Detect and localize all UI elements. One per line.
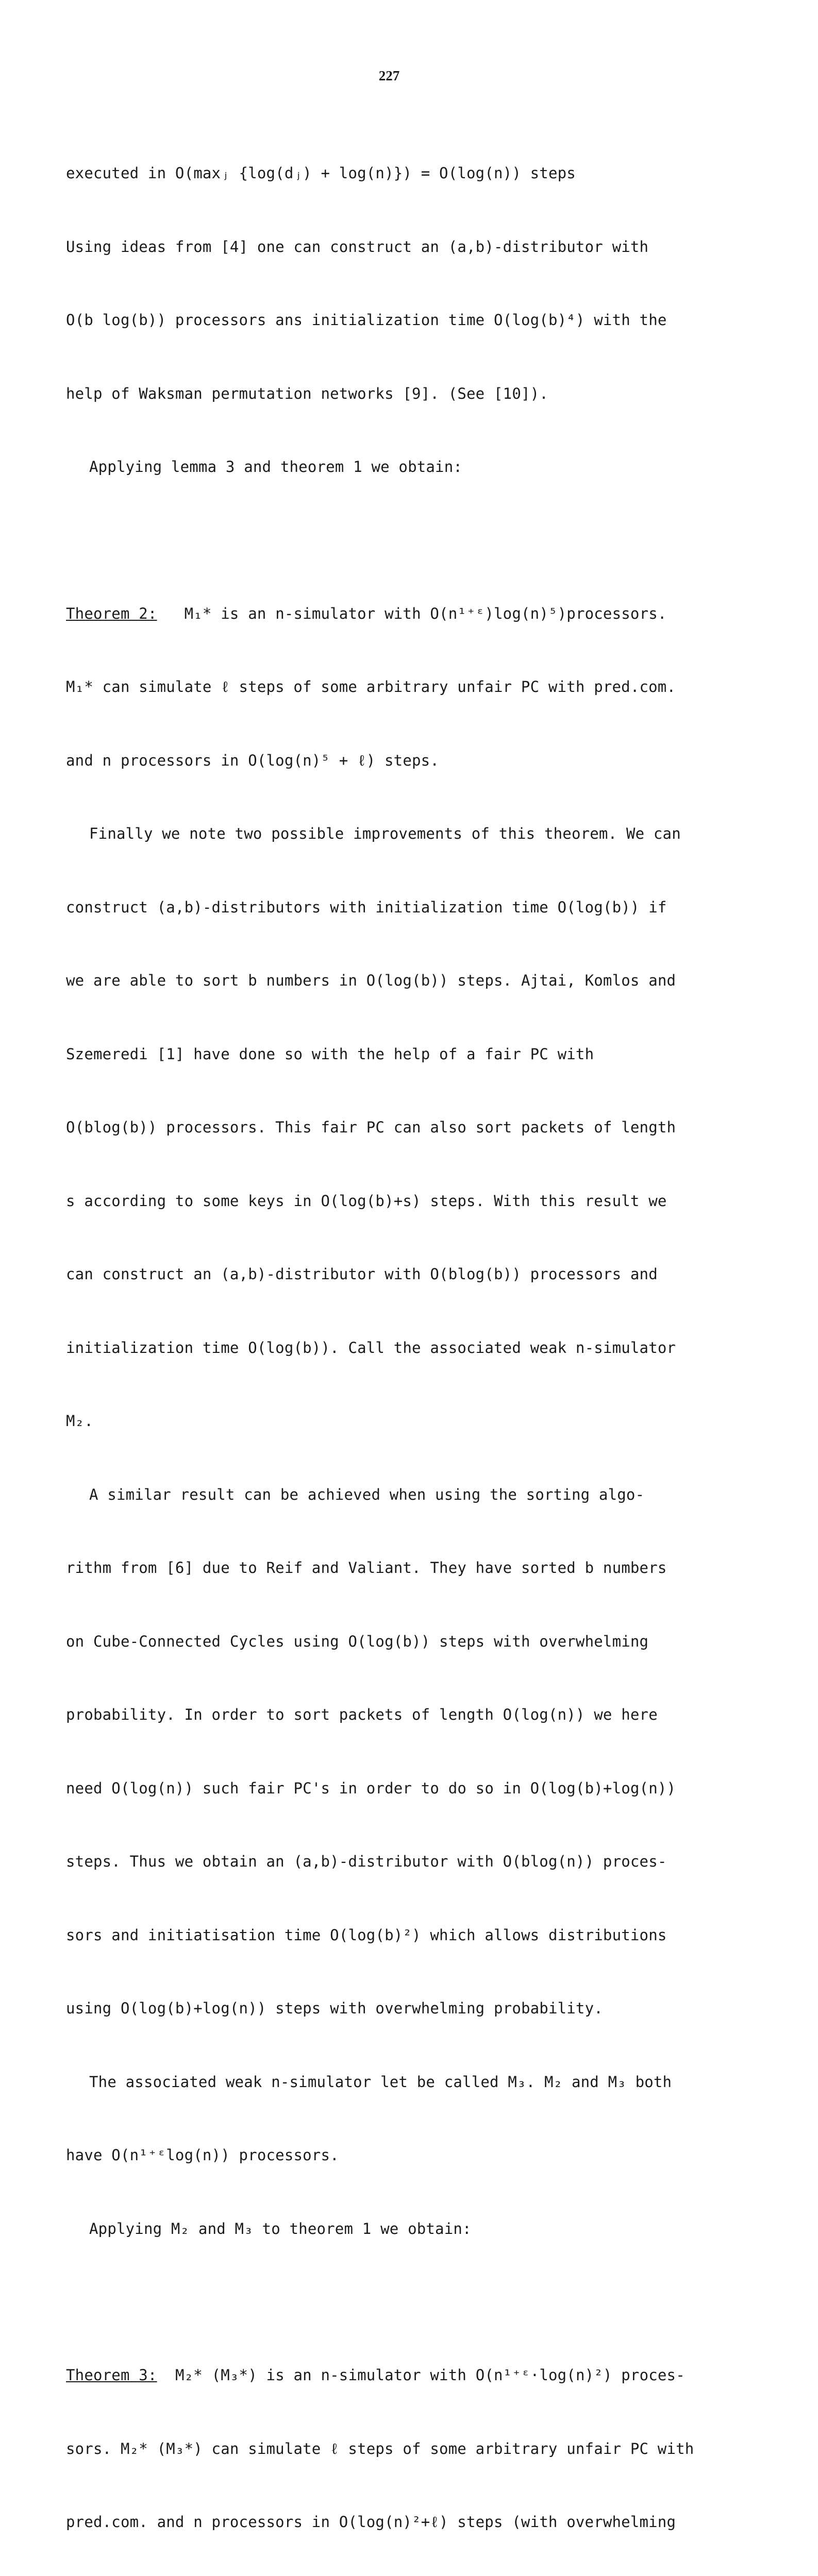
text-line: we are able to sort b numbers in O(log(b)) steps. Ajtai, Komlos and [66,972,676,989]
theorem-2-line [66,602,700,626]
text-line: construct (a,b)-distributors with initialization time O(log(b)) if [66,898,667,916]
text-line: M₁* is an n-simulator with O(n¹⁺ᵋ)log(n)⁵)processors. [184,604,667,622]
text-line: A similar result can be achieved when using the sorting algo- [89,1485,645,1503]
text-line: M₁* can simulate ℓ steps of some arbitrary unfair PC with pred.com. [66,678,676,696]
text-line: O(b log(b)) processors ans initialization time O(log(b)⁴) with the [66,311,667,329]
text-line: have O(n¹⁺ᵋlog(n)) processors. [66,2146,339,2164]
text-line: sors. M₂* (M₃*) can simulate ℓ steps of some arbitrary unfair PC with [66,2439,694,2458]
text-line: help of Waksman permutation networks [9]. (See [10]). [66,384,548,402]
body-text [66,112,700,2576]
text-line: The associated weak n-simulator let be called M₃. M₂ and M₃ both [89,2073,672,2091]
text-line: M₂* (M₃*) is an n-simulator with O(n¹⁺ᵋ·log(n)²) proces- [175,2366,685,2384]
text-line: need O(log(n)) such fair PC's in order to do so in O(log(b)+log(n)) [66,1779,676,1797]
theorem-3-line [66,2363,700,2388]
text-line: Using ideas from [4] one can construct an (a,b)-distributor with [66,238,649,256]
text-line: can construct an (a,b)-distributor with O(blog(b)) processors and [66,1265,658,1283]
text-line: O(blog(b)) processors. This fair PC can also sort packets of length [66,1118,676,1136]
text-line: s according to some keys in O(log(b)+s) steps. With this result we [66,1192,667,1210]
text-line: Szemeredi [1] have done so with the help of a fair PC with [66,1045,594,1063]
blank-line [66,529,700,553]
text-line: pred.com. and n processors in O(log(n)²+ℓ) steps (with overwhelming [66,2513,676,2531]
text-line: Finally we note two possible improvements of this theorem. We can [89,825,681,842]
text-line: Applying M₂ and M₃ to theorem 1 we obtain: [89,2219,472,2238]
text-line: probability. In order to sort packets of length O(log(n)) we here [66,1706,658,1723]
text-line: on Cube-Connected Cycles using O(log(b)) steps with overwhelming [66,1632,649,1650]
text-line: steps. Thus we obtain an (a,b)-distributor with O(blog(n)) proces- [66,1853,667,1870]
text-line: rithm from [6] due to Reif and Valiant. They have sorted b numbers [66,1559,667,1577]
text-line: Applying lemma 3 and theorem 1 we obtain: [89,458,463,476]
text-line: M₂. [66,1412,93,1430]
theorem-3-label: Theorem 3: [66,2366,157,2384]
blank-line [66,2290,700,2314]
text-line: initialization time O(log(b)). Call the associated weak n-simulator [66,1338,676,1357]
text-line: sors and initiatisation time O(log(b)²) which allows distributions [66,1926,667,1944]
text-line: executed in O(maxⱼ {log(dⱼ) + log(n)}) = O(log(n)) steps [66,164,576,182]
text-line: and n processors in O(log(n)⁵ + ℓ) steps. [66,751,439,769]
theorem-2-label: Theorem 2: [66,604,157,622]
text-line: using O(log(b)+log(n)) steps with overwhelming probability. [66,1999,603,2017]
page-number: 227 [378,68,400,83]
